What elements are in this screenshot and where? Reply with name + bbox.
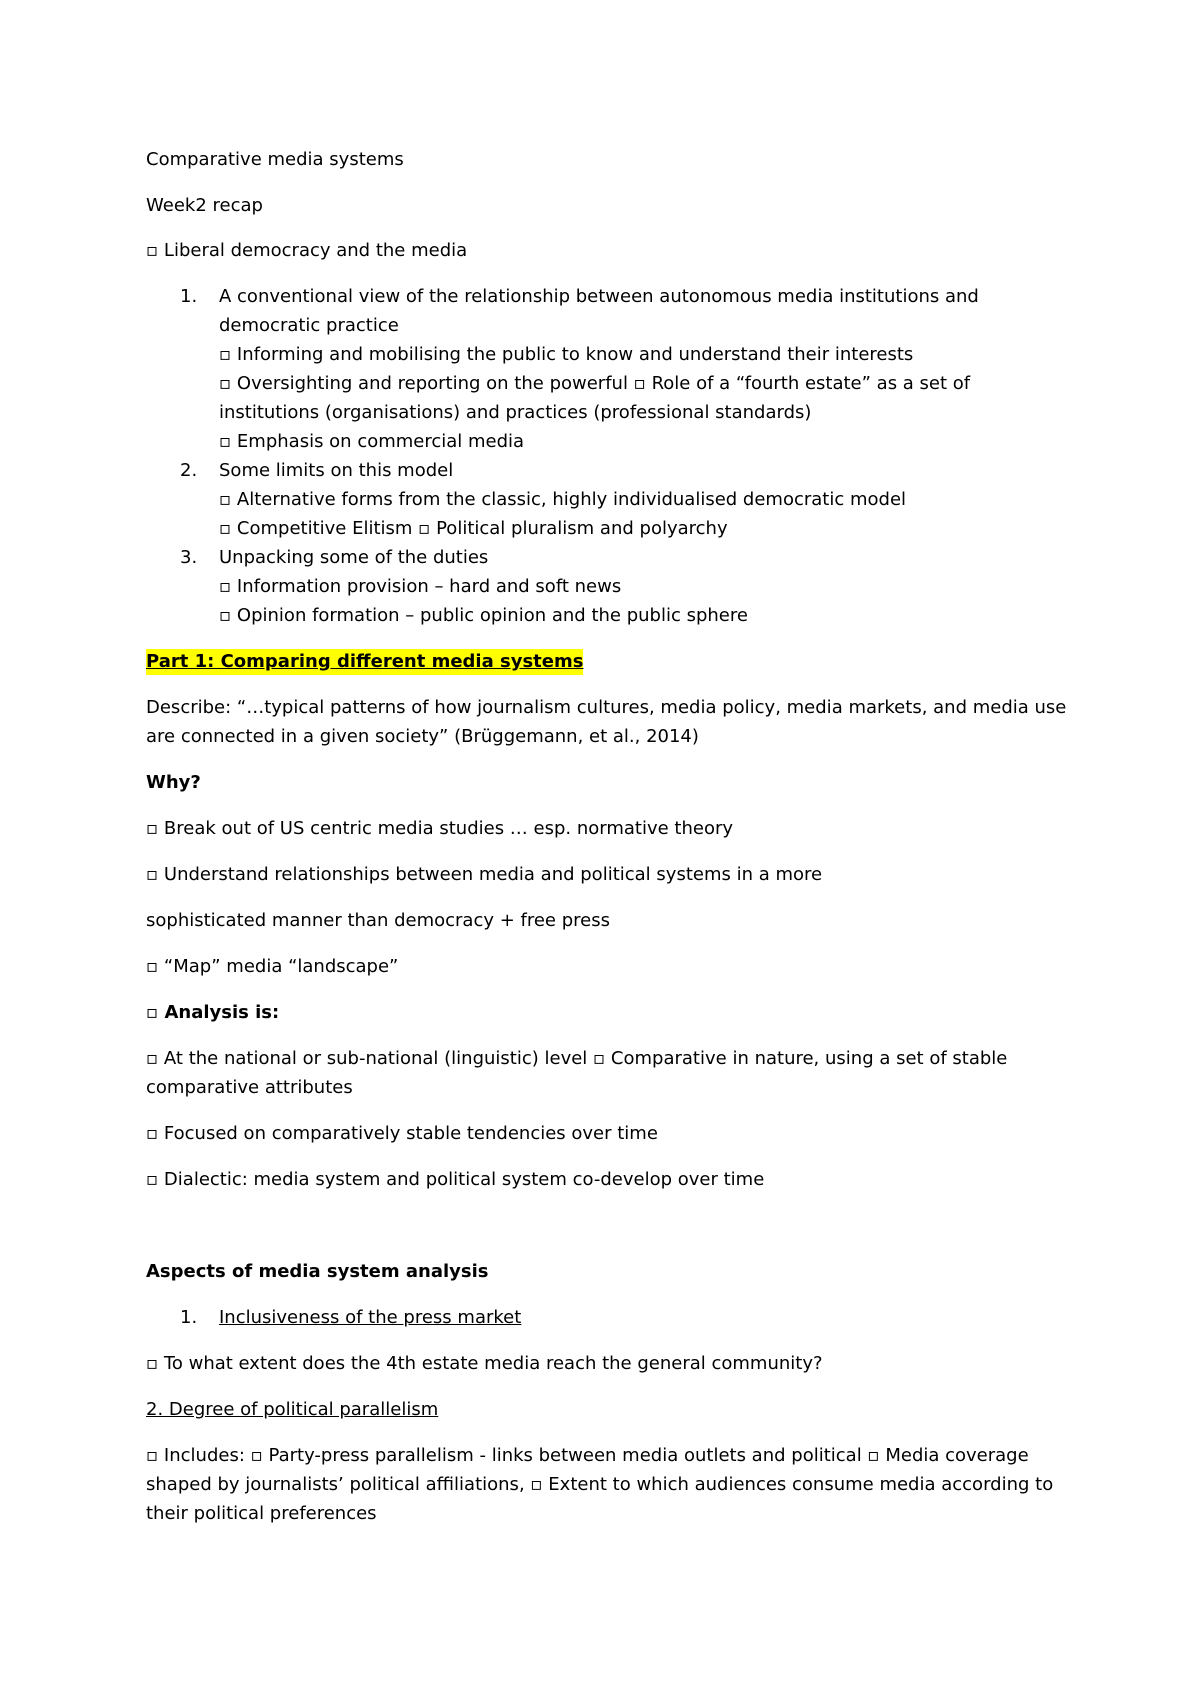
list-number: 1.	[180, 1307, 198, 1328]
analysis-bullet: ▫ Dialectic: media system and political system co-develop over time	[146, 1169, 765, 1190]
list-subbullet: ▫ Alternative forms from the classic, highly individualised democratic model	[219, 489, 907, 510]
why-bullet: ▫ Understand relationships between media and political systems in a more	[146, 864, 823, 885]
list-item-continued: democratic practice	[219, 315, 399, 336]
list-item: Some limits on this model	[219, 460, 454, 481]
why-bullet: ▫ Break out of US centric media studies … esp. normative theory	[146, 818, 734, 839]
list-subbullet: ▫ Information provision – hard and soft news	[219, 576, 622, 597]
why-bullet-continued: sophisticated manner than democracy + free press	[146, 910, 610, 931]
aspects-detail-continued: shaped by journalists’ political affiliations, ▫ Extent to which audiences consume media according to	[146, 1474, 1054, 1495]
part1-heading: Part 1: Comparing different media systems	[146, 649, 583, 675]
list-number: 2.	[180, 460, 198, 481]
list-subbullet: ▫ Informing and mobilising the public to know and understand their interests	[219, 344, 914, 365]
analysis-bullet: ▫ At the national or sub-national (linguistic) level ▫ Comparative in nature, using a set of stable	[146, 1048, 1008, 1069]
list-subbullet: ▫ Competitive Elitism ▫ Political pluralism and polyarchy	[219, 518, 728, 539]
why-bullet: ▫ “Map” media “landscape”	[146, 956, 399, 977]
list-item: Unpacking some of the duties	[219, 547, 489, 568]
list-item: A conventional view of the relationship between autonomous media institutions and	[219, 286, 979, 307]
list-number: 3.	[180, 547, 198, 568]
aspects-detail: ▫ Includes: ▫ Party-press parallelism - links between media outlets and political ▫ Media coverage	[146, 1445, 1029, 1466]
analysis-bullet: ▫ Focused on comparatively stable tendencies over time	[146, 1123, 658, 1144]
aspects-item: 2. Degree of political parallelism	[146, 1399, 439, 1420]
aspects-question: ▫ To what extent does the 4th estate media reach the general community?	[146, 1353, 823, 1374]
why-heading: Why?	[146, 772, 201, 793]
recap-bullet: ▫ Liberal democracy and the media	[146, 240, 468, 261]
analysis-heading: ▫ Analysis is:	[146, 1002, 280, 1023]
list-subbullet: ▫ Emphasis on commercial media	[219, 431, 525, 452]
list-number: 1.	[180, 286, 198, 307]
list-subbullet-continued: institutions (organisations) and practices (professional standards)	[219, 402, 812, 423]
describe-text: Describe: “…typical patterns of how journalism cultures, media policy, media markets, and media use	[146, 697, 1067, 718]
doc-subtitle: Week2 recap	[146, 195, 263, 216]
describe-text-continued: are connected in a given society” (Brüggemann, et al., 2014)	[146, 726, 699, 747]
list-subbullet: ▫ Opinion formation – public opinion and the public sphere	[219, 605, 748, 626]
doc-title: Comparative media systems	[146, 149, 404, 170]
analysis-bullet-continued: comparative attributes	[146, 1077, 353, 1098]
aspects-detail-continued: their political preferences	[146, 1503, 377, 1524]
aspects-heading: Aspects of media system analysis	[146, 1261, 489, 1282]
aspects-item: Inclusiveness of the press market	[219, 1307, 522, 1328]
list-subbullet: ▫ Oversighting and reporting on the powerful ▫ Role of a “fourth estate” as a set of	[219, 373, 971, 394]
